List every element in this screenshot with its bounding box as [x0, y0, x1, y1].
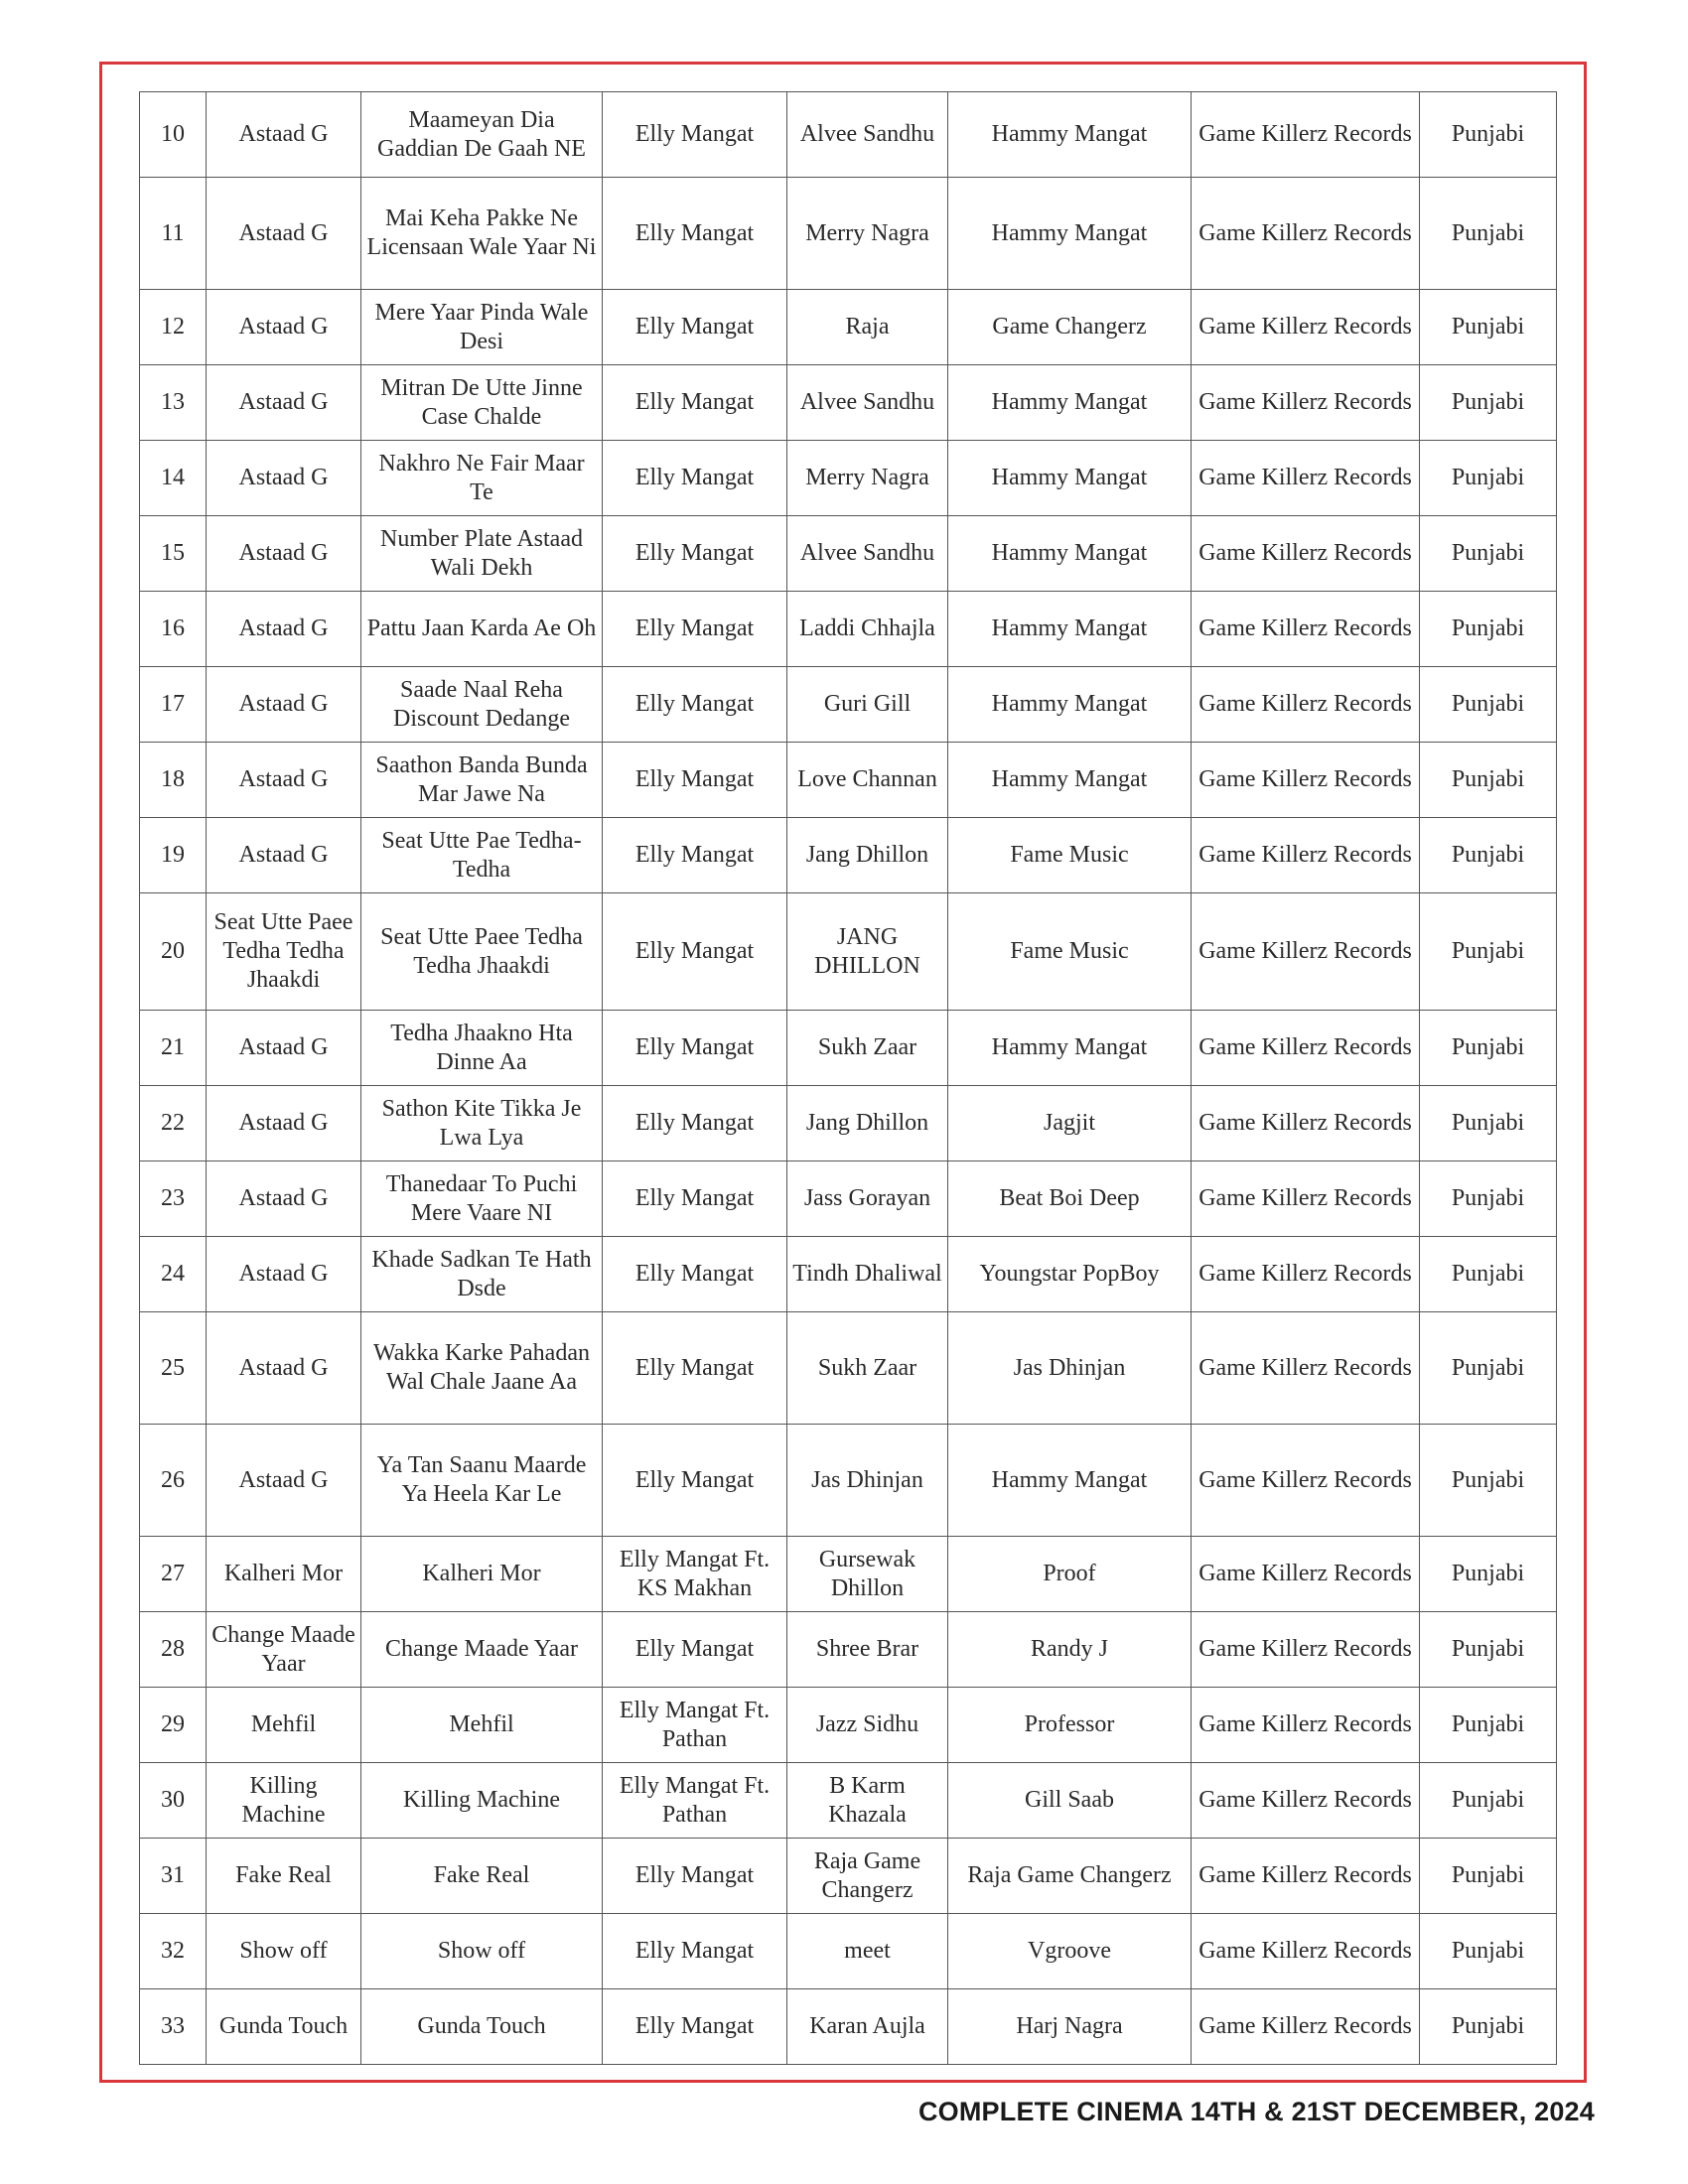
label-cell: Game Killerz Records [1192, 1312, 1420, 1425]
music-cell: Hammy Mangat [948, 592, 1192, 667]
film-cell: Astaad G [207, 1312, 361, 1425]
film-cell: Seat Utte Paee Tedha Tedha Jhaakdi [207, 893, 361, 1011]
language-cell: Punjabi [1420, 667, 1557, 743]
music-cell: Hammy Mangat [948, 516, 1192, 592]
song-title-cell: Fake Real [361, 1839, 603, 1914]
serial-number-cell: 12 [140, 290, 207, 365]
music-cell: Game Changerz [948, 290, 1192, 365]
label-cell: Game Killerz Records [1192, 592, 1420, 667]
label-cell: Game Killerz Records [1192, 1989, 1420, 2065]
serial-number-cell: 23 [140, 1161, 207, 1237]
table-row [140, 92, 1557, 178]
singer-cell: Elly Mangat [603, 1612, 787, 1688]
singer-cell: Elly Mangat Ft. Pathan [603, 1763, 787, 1839]
singer-cell: Elly Mangat [603, 1237, 787, 1312]
film-cell: Fake Real [207, 1839, 361, 1914]
music-cell: Hammy Mangat [948, 441, 1192, 516]
lyricist-cell: Merry Nagra [787, 441, 948, 516]
lyricist-cell: JANG DHILLON [787, 893, 948, 1011]
label-cell: Game Killerz Records [1192, 290, 1420, 365]
music-cell: Vgroove [948, 1914, 1192, 1989]
table-row [140, 1914, 1557, 1989]
singer-cell: Elly Mangat [603, 516, 787, 592]
song-title-cell: Mehfil [361, 1688, 603, 1763]
music-cell: Jas Dhinjan [948, 1312, 1192, 1425]
label-cell: Game Killerz Records [1192, 743, 1420, 818]
film-cell: Mehfil [207, 1688, 361, 1763]
song-title-cell: Thanedaar To Puchi Mere Vaare NI [361, 1161, 603, 1237]
lyricist-cell: B Karm Khazala [787, 1763, 948, 1839]
singer-cell: Elly Mangat Ft. KS Makhan [603, 1537, 787, 1612]
language-cell: Punjabi [1420, 893, 1557, 1011]
language-cell: Punjabi [1420, 818, 1557, 893]
music-cell: Youngstar PopBoy [948, 1237, 1192, 1312]
lyricist-cell: Karan Aujla [787, 1989, 948, 2065]
language-cell: Punjabi [1420, 1537, 1557, 1612]
table-row [140, 743, 1557, 818]
table-row [140, 818, 1557, 893]
song-title-cell: Ya Tan Saanu Maarde Ya Heela Kar Le [361, 1425, 603, 1537]
label-cell: Game Killerz Records [1192, 441, 1420, 516]
serial-number-cell: 17 [140, 667, 207, 743]
table-row [140, 1612, 1557, 1688]
language-cell: Punjabi [1420, 1161, 1557, 1237]
lyricist-cell: Shree Brar [787, 1612, 948, 1688]
music-cell: Beat Boi Deep [948, 1161, 1192, 1237]
label-cell: Game Killerz Records [1192, 1612, 1420, 1688]
serial-number-cell: 19 [140, 818, 207, 893]
serial-number-cell: 32 [140, 1914, 207, 1989]
film-cell: Astaad G [207, 743, 361, 818]
language-cell: Punjabi [1420, 743, 1557, 818]
singer-cell: Elly Mangat [603, 441, 787, 516]
film-cell: Astaad G [207, 1161, 361, 1237]
serial-number-cell: 10 [140, 92, 207, 178]
film-cell: Astaad G [207, 516, 361, 592]
lyricist-cell: meet [787, 1914, 948, 1989]
table-row [140, 290, 1557, 365]
language-cell: Punjabi [1420, 441, 1557, 516]
singer-cell: Elly Mangat [603, 1312, 787, 1425]
song-listing-table [139, 91, 1557, 2065]
serial-number-cell: 21 [140, 1011, 207, 1086]
table-row [140, 1839, 1557, 1914]
music-cell: Raja Game Changerz [948, 1839, 1192, 1914]
singer-cell: Elly Mangat [603, 743, 787, 818]
label-cell: Game Killerz Records [1192, 516, 1420, 592]
serial-number-cell: 11 [140, 178, 207, 290]
language-cell: Punjabi [1420, 1688, 1557, 1763]
lyricist-cell: Sukh Zaar [787, 1312, 948, 1425]
singer-cell: Elly Mangat [603, 1086, 787, 1161]
lyricist-cell: Jang Dhillon [787, 1086, 948, 1161]
language-cell: Punjabi [1420, 92, 1557, 178]
table-row [140, 441, 1557, 516]
label-cell: Game Killerz Records [1192, 1086, 1420, 1161]
table-row [140, 516, 1557, 592]
film-cell: Astaad G [207, 818, 361, 893]
table-row [140, 365, 1557, 441]
film-cell: Astaad G [207, 365, 361, 441]
serial-number-cell: 20 [140, 893, 207, 1011]
serial-number-cell: 29 [140, 1688, 207, 1763]
music-cell: Hammy Mangat [948, 178, 1192, 290]
table-row [140, 1161, 1557, 1237]
song-title-cell: Khade Sadkan Te Hath Dsde [361, 1237, 603, 1312]
serial-number-cell: 16 [140, 592, 207, 667]
film-cell: Astaad G [207, 1011, 361, 1086]
language-cell: Punjabi [1420, 1237, 1557, 1312]
music-cell: Hammy Mangat [948, 1011, 1192, 1086]
table-body [140, 92, 1557, 2065]
singer-cell: Elly Mangat [603, 1989, 787, 2065]
music-cell: Hammy Mangat [948, 743, 1192, 818]
song-title-cell: Kalheri Mor [361, 1537, 603, 1612]
film-cell: Killing Machine [207, 1763, 361, 1839]
lyricist-cell: Alvee Sandhu [787, 516, 948, 592]
singer-cell: Elly Mangat [603, 1011, 787, 1086]
lyricist-cell: Alvee Sandhu [787, 365, 948, 441]
label-cell: Game Killerz Records [1192, 178, 1420, 290]
label-cell: Game Killerz Records [1192, 1688, 1420, 1763]
singer-cell: Elly Mangat [603, 92, 787, 178]
music-cell: Gill Saab [948, 1763, 1192, 1839]
language-cell: Punjabi [1420, 1839, 1557, 1914]
song-title-cell: Change Maade Yaar [361, 1612, 603, 1688]
label-cell: Game Killerz Records [1192, 1425, 1420, 1537]
film-cell: Astaad G [207, 1425, 361, 1537]
music-cell: Professor [948, 1688, 1192, 1763]
song-title-cell: Saade Naal Reha Discount Dedange [361, 667, 603, 743]
lyricist-cell: Jang Dhillon [787, 818, 948, 893]
language-cell: Punjabi [1420, 365, 1557, 441]
film-cell: Astaad G [207, 178, 361, 290]
singer-cell: Elly Mangat Ft. Pathan [603, 1688, 787, 1763]
song-title-cell: Nakhro Ne Fair Maar Te [361, 441, 603, 516]
table-row [140, 1989, 1557, 2065]
lyricist-cell: Laddi Chhajla [787, 592, 948, 667]
lyricist-cell: Raja Game Changerz [787, 1839, 948, 1914]
serial-number-cell: 33 [140, 1989, 207, 2065]
lyricist-cell: Jass Gorayan [787, 1161, 948, 1237]
serial-number-cell: 27 [140, 1537, 207, 1612]
serial-number-cell: 31 [140, 1839, 207, 1914]
music-cell: Hammy Mangat [948, 92, 1192, 178]
song-title-cell: Wakka Karke Pahadan Wal Chale Jaane Aa [361, 1312, 603, 1425]
label-cell: Game Killerz Records [1192, 1011, 1420, 1086]
table-row [140, 1237, 1557, 1312]
lyricist-cell: Raja [787, 290, 948, 365]
serial-number-cell: 15 [140, 516, 207, 592]
song-title-cell: Show off [361, 1914, 603, 1989]
film-cell: Show off [207, 1914, 361, 1989]
label-cell: Game Killerz Records [1192, 893, 1420, 1011]
language-cell: Punjabi [1420, 1086, 1557, 1161]
serial-number-cell: 25 [140, 1312, 207, 1425]
table-row [140, 1312, 1557, 1425]
singer-cell: Elly Mangat [603, 592, 787, 667]
film-cell: Astaad G [207, 290, 361, 365]
song-title-cell: Mitran De Utte Jinne Case Chalde [361, 365, 603, 441]
singer-cell: Elly Mangat [603, 365, 787, 441]
footer-credit: COMPLETE CINEMA 14TH & 21ST DECEMBER, 2024 [917, 2097, 1595, 2126]
film-cell: Astaad G [207, 1086, 361, 1161]
music-cell: Hammy Mangat [948, 667, 1192, 743]
table-row [140, 893, 1557, 1011]
serial-number-cell: 18 [140, 743, 207, 818]
language-cell: Punjabi [1420, 516, 1557, 592]
lyricist-cell: Jazz Sidhu [787, 1688, 948, 1763]
film-cell: Change Maade Yaar [207, 1612, 361, 1688]
table-row [140, 592, 1557, 667]
label-cell: Game Killerz Records [1192, 1763, 1420, 1839]
language-cell: Punjabi [1420, 1763, 1557, 1839]
music-cell: Jagjit [948, 1086, 1192, 1161]
table-row [140, 1763, 1557, 1839]
label-cell: Game Killerz Records [1192, 1161, 1420, 1237]
film-cell: Astaad G [207, 667, 361, 743]
film-cell: Astaad G [207, 1237, 361, 1312]
language-cell: Punjabi [1420, 1612, 1557, 1688]
music-cell: Hammy Mangat [948, 365, 1192, 441]
song-title-cell: Seat Utte Pae Tedha-Tedha [361, 818, 603, 893]
song-title-cell: Gunda Touch [361, 1989, 603, 2065]
table-row [140, 1086, 1557, 1161]
serial-number-cell: 30 [140, 1763, 207, 1839]
lyricist-cell: Love Channan [787, 743, 948, 818]
language-cell: Punjabi [1420, 1989, 1557, 2065]
music-cell: Fame Music [948, 818, 1192, 893]
song-title-cell: Maameyan Dia Gaddian De Gaah NE [361, 92, 603, 178]
song-title-cell: Tedha Jhaakno Hta Dinne Aa [361, 1011, 603, 1086]
label-cell: Game Killerz Records [1192, 1237, 1420, 1312]
serial-number-cell: 14 [140, 441, 207, 516]
language-cell: Punjabi [1420, 592, 1557, 667]
singer-cell: Elly Mangat [603, 667, 787, 743]
table-row [140, 1688, 1557, 1763]
song-title-cell: Killing Machine [361, 1763, 603, 1839]
serial-number-cell: 22 [140, 1086, 207, 1161]
singer-cell: Elly Mangat [603, 178, 787, 290]
singer-cell: Elly Mangat [603, 893, 787, 1011]
music-cell: Proof [948, 1537, 1192, 1612]
lyricist-cell: Guri Gill [787, 667, 948, 743]
table-row [140, 1011, 1557, 1086]
table-row [140, 1537, 1557, 1612]
singer-cell: Elly Mangat [603, 1161, 787, 1237]
lyricist-cell: Tindh Dhaliwal [787, 1237, 948, 1312]
singer-cell: Elly Mangat [603, 1914, 787, 1989]
serial-number-cell: 24 [140, 1237, 207, 1312]
film-cell: Kalheri Mor [207, 1537, 361, 1612]
label-cell: Game Killerz Records [1192, 818, 1420, 893]
singer-cell: Elly Mangat [603, 1839, 787, 1914]
film-cell: Astaad G [207, 92, 361, 178]
song-title-cell: Number Plate Astaad Wali Dekh [361, 516, 603, 592]
song-title-cell: Pattu Jaan Karda Ae Oh [361, 592, 603, 667]
lyricist-cell: Merry Nagra [787, 178, 948, 290]
serial-number-cell: 26 [140, 1425, 207, 1537]
music-cell: Hammy Mangat [948, 1425, 1192, 1537]
language-cell: Punjabi [1420, 1011, 1557, 1086]
lyricist-cell: Jas Dhinjan [787, 1425, 948, 1537]
label-cell: Game Killerz Records [1192, 1839, 1420, 1914]
song-title-cell: Mai Keha Pakke Ne Licensaan Wale Yaar Ni [361, 178, 603, 290]
film-cell: Astaad G [207, 441, 361, 516]
table-row [140, 178, 1557, 290]
serial-number-cell: 13 [140, 365, 207, 441]
song-title-cell: Sathon Kite Tikka Je Lwa Lya [361, 1086, 603, 1161]
language-cell: Punjabi [1420, 1914, 1557, 1989]
language-cell: Punjabi [1420, 178, 1557, 290]
label-cell: Game Killerz Records [1192, 667, 1420, 743]
song-title-cell: Saathon Banda Bunda Mar Jawe Na [361, 743, 603, 818]
table-row [140, 667, 1557, 743]
singer-cell: Elly Mangat [603, 818, 787, 893]
music-cell: Randy J [948, 1612, 1192, 1688]
label-cell: Game Killerz Records [1192, 1914, 1420, 1989]
singer-cell: Elly Mangat [603, 290, 787, 365]
label-cell: Game Killerz Records [1192, 365, 1420, 441]
label-cell: Game Killerz Records [1192, 1537, 1420, 1612]
singer-cell: Elly Mangat [603, 1425, 787, 1537]
film-cell: Astaad G [207, 592, 361, 667]
language-cell: Punjabi [1420, 1425, 1557, 1537]
lyricist-cell: Gursewak Dhillon [787, 1537, 948, 1612]
table-row [140, 1425, 1557, 1537]
language-cell: Punjabi [1420, 290, 1557, 365]
song-title-cell: Mere Yaar Pinda Wale Desi [361, 290, 603, 365]
serial-number-cell: 28 [140, 1612, 207, 1688]
label-cell: Game Killerz Records [1192, 92, 1420, 178]
lyricist-cell: Alvee Sandhu [787, 92, 948, 178]
language-cell: Punjabi [1420, 1312, 1557, 1425]
song-title-cell: Seat Utte Paee Tedha Tedha Jhaakdi [361, 893, 603, 1011]
film-cell: Gunda Touch [207, 1989, 361, 2065]
music-cell: Fame Music [948, 893, 1192, 1011]
lyricist-cell: Sukh Zaar [787, 1011, 948, 1086]
music-cell: Harj Nagra [948, 1989, 1192, 2065]
